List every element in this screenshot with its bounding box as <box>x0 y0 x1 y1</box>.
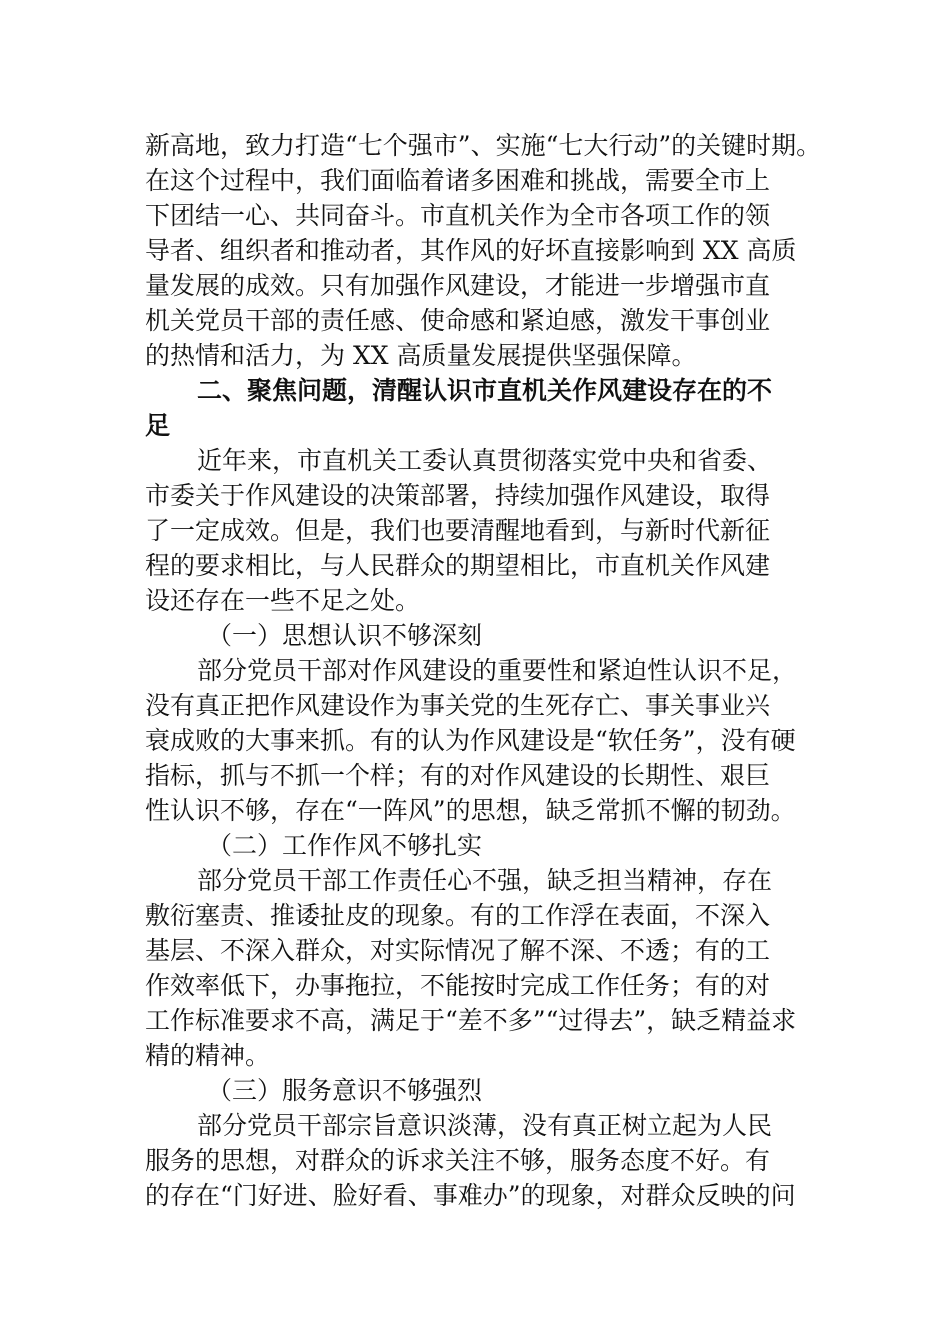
section-heading-continued: 足 <box>145 411 171 440</box>
paragraph-line: 指标，抓与不抓一个样；有的对作风建设的长期性、艰巨 <box>145 761 771 790</box>
paragraph-line: 部分党员干部工作责任心不强，缺乏担当精神，存在 <box>197 866 773 895</box>
paragraph-line: 市委关于作风建设的决策部署，持续加强作风建设，取得 <box>145 481 771 510</box>
subsection-heading: （二）工作作风不够扎实 <box>207 831 483 860</box>
paragraph-line: 的热情和活力，为 XX 高质量发展提供坚强保障。 <box>145 341 697 370</box>
paragraph-line: 基层、不深入群众，对实际情况了解不深、不透；有的工 <box>145 936 771 965</box>
paragraph-line: 作效率低下，办事拖拉，不能按时完成工作任务；有的对 <box>145 971 771 1000</box>
paragraph-line: 衰成败的大事来抓。有的认为作风建设是“软任务”，没有硬 <box>145 726 796 755</box>
document-body <box>145 128 822 1213</box>
paragraph-line: 敷衍塞责、推诿扯皮的现象。有的工作浮在表面，不深入 <box>145 901 771 930</box>
paragraph-line: 近年来，市直机关工委认真贯彻落实党中央和省委、 <box>197 446 773 475</box>
section-heading: 二、聚焦问题，清醒认识市直机关作风建设存在的不 <box>197 376 773 405</box>
paragraph-line: 在这个过程中，我们面临着诸多困难和挑战，需要全市上 <box>145 166 771 195</box>
paragraph-line: 新高地，致力打造“七个强市”、实施“七大行动”的关键时期。 <box>145 131 822 160</box>
paragraph-line: 导者、组织者和推动者，其作风的好坏直接影响到 XX 高质 <box>145 236 797 265</box>
paragraph-line: 部分党员干部宗旨意识淡薄，没有真正树立起为人民 <box>197 1111 773 1140</box>
paragraph-line: 的存在“门好进、脸好看、事难办”的现象，对群众反映的问 <box>145 1181 796 1210</box>
paragraph-line: 性认识不够，存在“一阵风”的思想，缺乏常抓不懈的韧劲。 <box>145 796 796 825</box>
subsection-heading: （一）思想认识不够深刻 <box>207 621 483 650</box>
paragraph-line: 没有真正把作风建设作为事关党的生死存亡、事关事业兴 <box>145 691 771 720</box>
paragraph-line: 机关党员干部的责任感、使命感和紧迫感，激发干事创业 <box>145 306 771 335</box>
paragraph-line: 量发展的成效。只有加强作风建设，才能进一步增强市直 <box>145 271 771 300</box>
paragraph-line: 精的精神。 <box>145 1041 271 1070</box>
subsection-heading: （三）服务意识不够强烈 <box>207 1076 483 1105</box>
paragraph-line: 服务的思想，对群众的诉求关注不够，服务态度不好。有 <box>145 1146 771 1175</box>
paragraph-line: 设还存在一些不足之处。 <box>145 586 421 615</box>
paragraph-line: 了一定成效。但是，我们也要清醒地看到，与新时代新征 <box>145 516 771 545</box>
paragraph-line: 工作标准要求不高，满足于“差不多”“过得去”，缺乏精益求 <box>145 1006 797 1035</box>
paragraph-line: 程的要求相比，与人民群众的期望相比，市直机关作风建 <box>145 551 771 580</box>
paragraph-line: 部分党员干部对作风建设的重要性和紧迫性认识不足， <box>197 656 798 685</box>
paragraph-line: 下团结一心、共同奋斗。市直机关作为全市各项工作的领 <box>145 201 771 230</box>
